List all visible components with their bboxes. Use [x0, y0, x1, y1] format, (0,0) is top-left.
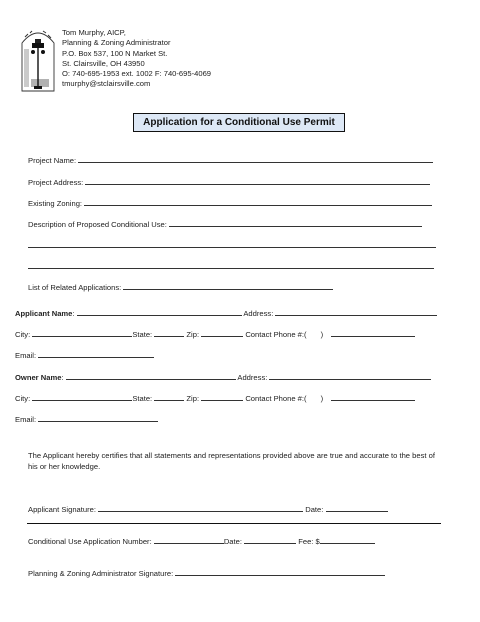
admin-signature-row	[28, 568, 385, 578]
project-address-label: Project Address:	[28, 178, 84, 187]
applicant-email-label: Email:	[15, 351, 37, 360]
owner-email-row	[15, 414, 158, 424]
owner-address-field[interactable]	[269, 372, 431, 380]
applicant-phone-close: )	[320, 330, 324, 339]
contact-role: Planning & Zoning Administrator	[62, 38, 171, 48]
contact-name: Tom Murphy, AICP,	[62, 28, 126, 37]
application-number-field[interactable]	[154, 536, 224, 544]
fee-field[interactable]	[320, 536, 375, 544]
contact-email[interactable]: tmurphy@stclairsville.com	[62, 79, 151, 89]
admin-signature-field[interactable]	[175, 568, 385, 576]
signature-date-field[interactable]	[326, 504, 388, 512]
project-address-row	[28, 177, 430, 187]
applicant-address-label: Address:	[243, 309, 274, 318]
applicant-email-row	[15, 350, 154, 360]
owner-phone-label: Contact Phone #:(	[245, 394, 307, 403]
project-name-label: Project Name:	[28, 156, 77, 165]
form-title-text: Application for a Conditional Use Permit	[143, 117, 335, 128]
owner-name-colon: :	[61, 373, 64, 382]
related-applications-label: List of Related Applications:	[28, 283, 122, 292]
form-title	[133, 113, 345, 132]
applicant-state-label: State:	[132, 330, 153, 339]
owner-state-field[interactable]	[154, 393, 184, 401]
applicant-email-field[interactable]	[38, 350, 154, 358]
fee-label: Fee: $	[298, 537, 320, 546]
owner-name-label: Owner Name	[15, 373, 62, 382]
applicant-city-label: City:	[15, 330, 31, 339]
owner-city-field[interactable]	[32, 393, 132, 401]
related-applications-field[interactable]	[123, 282, 333, 290]
certification-statement: The Applicant hereby certifies that all statements and representations provided above are true and accurate to the best of his or her knowledge.	[28, 451, 435, 472]
description-line-3	[28, 261, 434, 271]
applicant-signature-label: Applicant Signature:	[28, 505, 96, 514]
applicant-name-row	[15, 308, 437, 318]
applicant-address-field[interactable]	[275, 308, 437, 316]
admin-signature-label: Planning & Zoning Administrator Signature:	[28, 569, 174, 578]
description-field[interactable]	[169, 219, 422, 227]
owner-email-label: Email:	[15, 415, 37, 424]
office-date-label: Date:	[223, 537, 242, 546]
applicant-name-label: Applicant Name	[15, 309, 73, 318]
applicant-city-field[interactable]	[32, 329, 132, 337]
description-row	[28, 219, 422, 229]
owner-zip-label: Zip:	[186, 394, 200, 403]
applicant-name-field[interactable]	[77, 308, 242, 316]
owner-email-field[interactable]	[38, 414, 158, 422]
application-number-row	[28, 536, 375, 546]
owner-zip-field[interactable]	[201, 393, 243, 401]
office-date-field[interactable]	[244, 536, 296, 544]
applicant-signature-field[interactable]	[98, 504, 303, 512]
project-name-field[interactable]	[78, 155, 433, 163]
contact-address-1: P.O. Box 537, 100 N Market St.	[62, 48, 168, 58]
owner-phone-field[interactable]	[331, 393, 415, 401]
owner-state-label: State:	[132, 394, 153, 403]
existing-zoning-label: Existing Zoning:	[28, 199, 83, 208]
section-divider	[27, 523, 441, 524]
owner-address-label: Address:	[237, 373, 268, 382]
contact-phone: O: 740-695-1953 ext. 1002 F: 740-695-4069	[62, 69, 212, 79]
contact-header	[62, 28, 211, 90]
description-line-2	[28, 240, 436, 250]
applicant-signature-row	[28, 504, 388, 514]
existing-zoning-field[interactable]	[84, 198, 432, 206]
applicant-zip-field[interactable]	[201, 329, 243, 337]
description-field-line-2[interactable]	[28, 240, 436, 248]
applicant-phone-field[interactable]	[331, 329, 415, 337]
owner-name-row	[15, 372, 431, 382]
existing-zoning-row	[28, 198, 432, 208]
owner-city-label: City:	[15, 394, 31, 403]
applicant-phone-label: Contact Phone #:(	[245, 330, 307, 339]
applicant-state-field[interactable]	[154, 329, 184, 337]
project-name-row	[28, 155, 433, 165]
description-field-line-3[interactable]	[28, 261, 434, 269]
applicant-city-row	[15, 329, 415, 339]
contact-address-2: St. Clairsville, OH 43950	[62, 58, 145, 68]
applicant-zip-label: Zip:	[186, 330, 200, 339]
project-address-field[interactable]	[85, 177, 430, 185]
application-number-label: Conditional Use Application Number:	[28, 537, 152, 546]
owner-phone-close: )	[320, 394, 324, 403]
applicant-name-colon: :	[72, 309, 75, 318]
city-seal-logo	[19, 25, 57, 93]
signature-date-label: Date:	[305, 505, 324, 514]
related-applications-row	[28, 282, 333, 292]
owner-name-field[interactable]	[66, 372, 236, 380]
description-label: Description of Proposed Conditional Use:	[28, 220, 167, 229]
owner-city-row	[15, 393, 415, 403]
